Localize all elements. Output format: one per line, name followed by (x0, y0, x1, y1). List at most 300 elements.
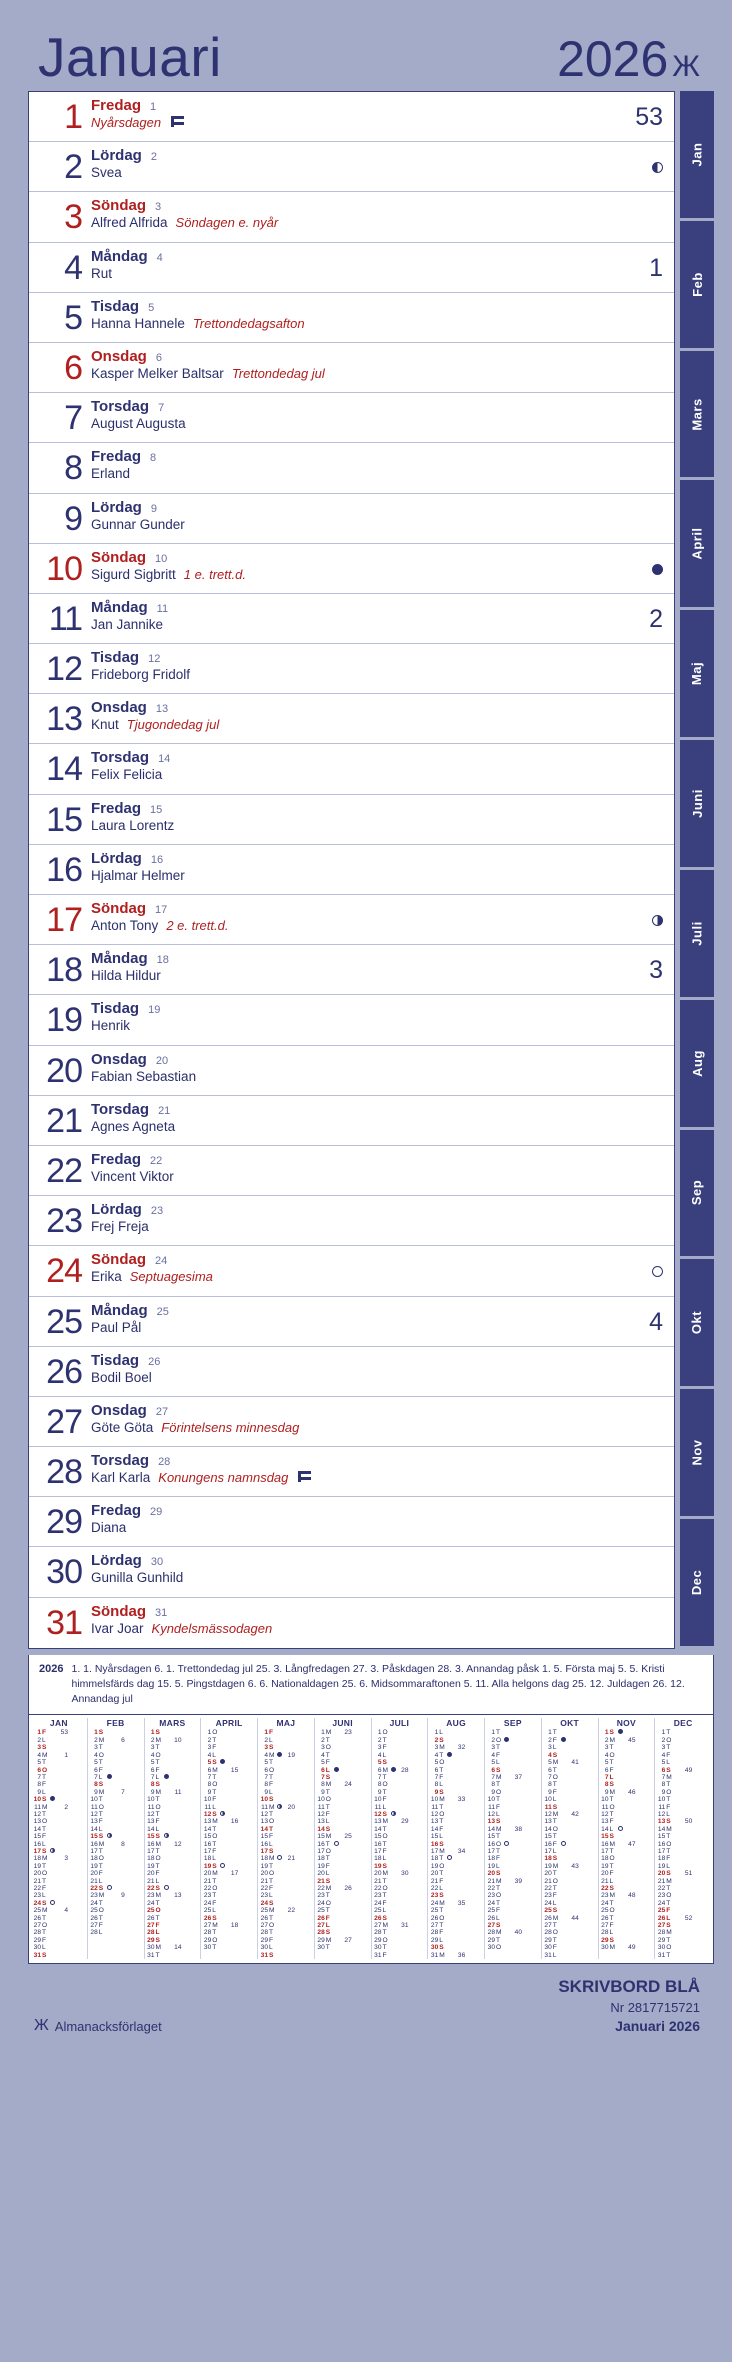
day-number: 3 (64, 198, 82, 237)
mini-day-number: 4 (491, 1751, 495, 1759)
mini-day-number: 17 (657, 1847, 666, 1855)
mini-week-number (340, 1804, 352, 1811)
mini-moon-phase-icon (219, 1922, 226, 1929)
mini-weekday-letter: L (98, 1929, 103, 1937)
mini-week-number (624, 1781, 636, 1788)
day-number: 20 (46, 1051, 82, 1090)
mini-moon-phase-icon (673, 1729, 680, 1736)
mini-day-number: 29 (657, 1936, 666, 1944)
mini-week-number (453, 1737, 465, 1744)
day-details (91, 945, 602, 994)
mini-day-number: 18 (374, 1855, 382, 1863)
mini-weekday-letter: F (496, 1803, 501, 1811)
mini-week-number: 49 (628, 1944, 636, 1952)
mini-weekday-letter: F (496, 1907, 501, 1915)
mini-day-row (259, 1752, 313, 1759)
mini-day-number: 27 (33, 1922, 41, 1930)
mini-weekday-letter: T (552, 1870, 557, 1878)
mini-day-row (656, 1907, 710, 1914)
mini-day-row (486, 1811, 540, 1818)
mini-day-row (486, 1841, 540, 1848)
mini-moon-phase-icon (560, 1937, 567, 1944)
mini-week-number (510, 1811, 522, 1818)
mini-moon-phase-icon (219, 1848, 226, 1855)
mini-week-number (624, 1811, 636, 1818)
mini-week-number (624, 1818, 636, 1825)
mini-moon-phase-icon (673, 1900, 680, 1907)
mini-moon-phase-icon (276, 1826, 283, 1833)
mini-week-number (680, 1892, 692, 1899)
mini-weekday-letter: L (609, 1929, 614, 1937)
day-right-column (602, 1598, 674, 1648)
mini-day-number: 22 (317, 1885, 325, 1892)
mini-day-row (89, 1744, 143, 1751)
mini-day-number: 7 (150, 1773, 155, 1781)
mini-day-row (429, 1833, 483, 1840)
day-row (29, 443, 674, 493)
mini-moon-phase-icon (503, 1900, 510, 1907)
mini-moon-phase-icon (106, 1841, 113, 1848)
mini-moon-phase-icon (560, 1729, 567, 1736)
mini-day-row (429, 1870, 483, 1877)
mini-moon-phase-icon (163, 1796, 170, 1803)
mini-weekday-letter: S (155, 1781, 160, 1789)
mini-moon-phase-icon (673, 1944, 680, 1951)
mini-moon-phase-icon (673, 1818, 680, 1825)
mini-day-number: 7 (377, 1773, 382, 1781)
mini-weekday-letter: S (325, 1825, 331, 1833)
mini-week-number (170, 1796, 182, 1803)
month-tab-sep[interactable] (680, 1130, 714, 1257)
mini-day-row (259, 1878, 313, 1885)
mini-weekday-letter: T (609, 1796, 614, 1804)
mini-week-number (113, 1833, 125, 1840)
month-tab-dec[interactable] (680, 1519, 714, 1646)
mini-weekday-letter: F (382, 1796, 387, 1804)
mini-moon-phase-icon (617, 1826, 624, 1833)
mini-day-row (429, 1878, 483, 1885)
mini-week-number: 37 (514, 1773, 522, 1781)
name-day: Knut (91, 717, 119, 733)
mini-day-row (600, 1781, 654, 1788)
day-date-small: 16 (150, 853, 164, 866)
mini-moon-phase-icon (673, 1885, 680, 1892)
mini-day-number: 1 (604, 1729, 609, 1737)
mini-weekday-letter: L (98, 1877, 103, 1885)
mini-week-number (340, 1811, 352, 1818)
mini-moon-phase-icon (106, 1781, 113, 1788)
mini-day-number: 27 (657, 1922, 666, 1930)
day-row (29, 1196, 674, 1246)
mini-day-number: 14 (33, 1825, 41, 1833)
mini-moon-phase-icon (560, 1863, 567, 1870)
mini-day-row (656, 1952, 710, 1959)
mini-day-row (600, 1885, 654, 1892)
mini-weekday-letter: T (382, 1877, 387, 1885)
month-tab-jan[interactable] (680, 91, 714, 218)
mini-month-title: OKT (560, 1718, 580, 1729)
mini-moon-phase-icon (333, 1811, 340, 1818)
mini-weekday-letter: T (42, 1810, 47, 1818)
mini-day-row (146, 1826, 200, 1833)
mini-week-number (226, 1900, 238, 1907)
month-tab-nov[interactable] (680, 1389, 714, 1516)
mini-weekday-letter: L (496, 1810, 500, 1818)
mini-day-number: 12 (544, 1810, 552, 1818)
mini-day-number: 4 (321, 1751, 325, 1759)
mini-day-row (316, 1744, 370, 1751)
mini-month-title: NOV (616, 1718, 637, 1729)
mini-moon-phase-icon (333, 1767, 340, 1774)
mini-weekday-letter: M (42, 1907, 48, 1915)
mini-week-number (170, 1752, 182, 1759)
mini-week-number (510, 1833, 522, 1840)
mini-week-number (624, 1878, 636, 1885)
mini-moon-phase-icon (446, 1922, 453, 1929)
mini-day-number: 17 (203, 1847, 212, 1855)
mini-moon-phase-icon (446, 1937, 453, 1944)
mini-day-row (486, 1789, 540, 1796)
mini-week-number (56, 1774, 68, 1781)
mini-day-row (429, 1929, 483, 1936)
day-date-small: 29 (150, 1506, 163, 1519)
mini-weekday-letter: T (98, 1847, 103, 1855)
mini-weekday-letter: T (552, 1936, 557, 1944)
mini-day-row (316, 1826, 370, 1833)
mini-weekday-letter: F (269, 1833, 274, 1841)
mini-day-number: 15 (487, 1833, 495, 1841)
mini-weekday-letter: F (496, 1751, 501, 1759)
period-label: Januari 2026 (615, 2017, 700, 2034)
mini-moon-phase-icon (163, 1855, 170, 1862)
mini-moon-phase-icon (503, 1833, 510, 1840)
mini-week-number: 52 (684, 1914, 693, 1922)
mini-week-number (56, 1759, 68, 1766)
weekday-label: Tisdag (91, 649, 140, 667)
name-day: Frideborg Fridolf (91, 667, 191, 683)
mini-day-row (146, 1922, 200, 1929)
month-tab-aug[interactable] (680, 1000, 714, 1127)
mini-day-row (486, 1744, 540, 1751)
mini-day-number: 31 (430, 1951, 439, 1959)
mini-month-okt (542, 1718, 599, 1959)
mini-day-row (543, 1863, 597, 1870)
mini-moon-phase-icon (106, 1855, 113, 1862)
mini-weekday-letter: S (496, 1922, 501, 1930)
mini-day-row (89, 1833, 143, 1840)
mini-day-number: 17 (147, 1847, 155, 1855)
mini-weekday-letter: M (269, 1855, 275, 1863)
mini-day-number: 26 (374, 1914, 382, 1922)
mini-day-row (202, 1744, 256, 1751)
mini-day-row (373, 1922, 427, 1929)
month-tab-strip[interactable] (680, 91, 714, 1649)
mini-week-number (510, 1729, 522, 1736)
day-number: 1 (64, 98, 82, 136)
month-tab-april[interactable] (680, 480, 714, 607)
mini-week-number (510, 1863, 522, 1870)
mini-day-row (32, 1892, 86, 1899)
page-title: Januari (38, 26, 222, 88)
mini-day-number: 10 (601, 1796, 609, 1804)
day-details (91, 1598, 602, 1648)
mini-weekday-letter: T (666, 1796, 671, 1804)
mini-moon-phase-icon (673, 1878, 680, 1885)
mini-moon-phase-icon (390, 1952, 397, 1959)
mini-day-row (429, 1796, 483, 1803)
mini-week-number (680, 1885, 692, 1892)
mini-day-row (89, 1789, 143, 1796)
mini-day-row (89, 1781, 143, 1788)
mini-day-row (146, 1744, 200, 1751)
mini-week-number (453, 1855, 465, 1862)
mini-day-number: 24 (260, 1899, 268, 1907)
mini-week-number: 28 (401, 1766, 409, 1774)
mini-day-row (202, 1863, 256, 1870)
mini-moon-phase-icon (503, 1752, 510, 1759)
mini-day-row (600, 1922, 654, 1929)
mini-day-number: 14 (487, 1825, 495, 1833)
mini-week-number (283, 1826, 295, 1833)
mini-day-row (486, 1885, 540, 1892)
mini-week-number (113, 1796, 125, 1803)
mini-moon-phase-icon (163, 1944, 170, 1951)
mini-moon-phase-icon (390, 1944, 397, 1951)
mini-day-row (32, 1796, 86, 1803)
moon-phase-icon (652, 1266, 663, 1277)
mini-day-row (656, 1737, 710, 1744)
mini-weekday-letter: O (269, 1870, 275, 1878)
mini-weekday-letter: T (98, 1744, 103, 1752)
mini-day-number: 26 (90, 1914, 98, 1922)
weekday-label: Lördag (91, 1201, 142, 1219)
mini-day-row (316, 1900, 370, 1907)
mini-weekday-letter: O (382, 1729, 388, 1737)
mini-moon-phase-icon (503, 1870, 510, 1877)
mini-day-row (316, 1804, 370, 1811)
mini-day-number: 15 (374, 1833, 382, 1841)
mini-moon-phase-icon (163, 1744, 170, 1751)
mini-day-row (656, 1744, 710, 1751)
mini-moon-phase-icon (219, 1752, 226, 1759)
month-tab-juli[interactable] (680, 870, 714, 997)
mini-weekday-letter: L (155, 1773, 160, 1781)
mini-day-number: 12 (90, 1810, 98, 1818)
mini-day-row (89, 1870, 143, 1877)
day-number: 21 (46, 1101, 82, 1140)
mini-day-number: 20 (487, 1870, 495, 1878)
mini-day-number: 1 (434, 1729, 439, 1737)
mini-weekday-letter: T (98, 1862, 103, 1870)
mini-day-number: 4 (661, 1751, 666, 1759)
mini-week-number (283, 1759, 295, 1766)
mini-weekday-letter: T (325, 1855, 330, 1863)
mini-weekday-letter: M (439, 1796, 445, 1804)
mini-weekday-letter: F (552, 1892, 557, 1900)
month-tab-maj[interactable] (680, 610, 714, 737)
mini-week-number (680, 1937, 692, 1944)
month-tab-okt[interactable] (680, 1259, 714, 1386)
day-date-small: 9 (150, 502, 157, 515)
mini-weekday-letter: O (212, 1833, 218, 1841)
mini-day-row (543, 1944, 597, 1951)
mini-weekday-letter: T (666, 1899, 671, 1907)
mini-day-number: 5 (434, 1759, 439, 1767)
name-day: Hjalmar Helmer (91, 867, 185, 883)
mini-moon-phase-icon (276, 1855, 283, 1862)
mini-day-number: 11 (374, 1803, 382, 1811)
mini-weekday-letter: O (325, 1899, 331, 1907)
mini-week-number (453, 1870, 465, 1877)
mini-day-row (373, 1892, 427, 1899)
mini-day-number: 24 (147, 1899, 155, 1907)
mini-day-row (146, 1767, 200, 1774)
month-tab-feb[interactable] (680, 221, 714, 348)
mini-day-number: 13 (317, 1818, 325, 1826)
mini-day-row (316, 1841, 370, 1848)
mini-weekday-letter: L (42, 1736, 46, 1744)
mini-week-number (226, 1878, 238, 1885)
day-right-column (602, 644, 674, 693)
mini-moon-phase-icon (49, 1922, 56, 1929)
day-number: 23 (46, 1202, 82, 1241)
mini-day-row (32, 1952, 86, 1959)
mini-moon-phase-icon (106, 1767, 113, 1774)
mini-week-number: 43 (571, 1862, 579, 1870)
mini-weekday-letter: M (382, 1870, 388, 1878)
month-tab-juni[interactable] (680, 740, 714, 867)
mini-week-number: 6 (121, 1736, 125, 1744)
mini-weekday-letter: S (98, 1729, 104, 1737)
mini-week-number (340, 1863, 352, 1870)
mini-weekday-letter: F (269, 1885, 274, 1892)
mini-moon-phase-icon (503, 1841, 510, 1848)
mini-week-number (680, 1878, 692, 1885)
mini-weekday-letter: T (269, 1759, 274, 1767)
mini-week-number: 22 (287, 1907, 295, 1915)
mini-day-number: 6 (491, 1766, 495, 1774)
mini-moon-phase-icon (617, 1863, 624, 1870)
mini-moon-phase-icon (560, 1848, 567, 1855)
mini-day-row (543, 1922, 597, 1929)
mini-moon-phase-icon (219, 1907, 226, 1914)
mini-week-number (567, 1870, 579, 1877)
mini-day-number: 20 (317, 1870, 325, 1878)
day-row (29, 142, 674, 192)
mini-moon-phase-icon (560, 1841, 567, 1848)
mini-day-number: 8 (491, 1781, 495, 1789)
day-right-column (602, 142, 674, 191)
mini-moon-phase-icon (106, 1818, 113, 1825)
day-date-small: 17 (155, 904, 168, 916)
mini-week-number (170, 1878, 182, 1885)
mini-day-number: 18 (33, 1855, 41, 1863)
mini-week-number (680, 1900, 692, 1907)
mini-week-number (340, 1737, 352, 1744)
mini-moon-phase-icon (333, 1863, 340, 1870)
mini-day-row (146, 1870, 200, 1877)
day-date-small: 12 (148, 653, 161, 666)
mini-day-number: 22 (260, 1885, 268, 1892)
mini-moon-phase-icon (503, 1929, 510, 1936)
mini-moon-phase-icon (49, 1804, 56, 1811)
mini-week-number (567, 1848, 579, 1855)
mini-day-row (429, 1818, 483, 1825)
almanacksforlaget-logo-icon: Ж (672, 50, 700, 83)
mini-week-number: 15 (230, 1766, 239, 1774)
mini-weekday-letter: F (155, 1766, 160, 1774)
mini-weekday-letter: L (155, 1877, 160, 1885)
mini-day-number: 14 (374, 1825, 382, 1833)
mini-weekday-letter: M (609, 1840, 615, 1848)
mini-day-row (486, 1767, 540, 1774)
mini-moon-phase-icon (390, 1937, 397, 1944)
mini-week-number (283, 1767, 295, 1774)
mini-day-number: 11 (431, 1803, 439, 1811)
mini-day-number: 25 (317, 1907, 325, 1915)
mini-moon-phase-icon (617, 1922, 624, 1929)
mini-week-number (680, 1796, 692, 1803)
mini-day-number: 2 (37, 1736, 41, 1744)
mini-weekday-letter: T (609, 1899, 614, 1907)
mini-weekday-letter: M (269, 1803, 275, 1811)
mini-week-number: 3 (64, 1855, 68, 1863)
mini-week-number (170, 1833, 182, 1840)
mini-moon-phase-icon (503, 1863, 510, 1870)
mini-day-number: 25 (260, 1907, 268, 1915)
mini-day-number: 5 (264, 1759, 268, 1767)
day-details (91, 1096, 602, 1145)
mini-day-row (89, 1826, 143, 1833)
day-details (91, 1397, 602, 1446)
day-right-column (602, 343, 674, 392)
mini-week-number (453, 1811, 465, 1818)
mini-day-row (316, 1811, 370, 1818)
mini-moon-phase-icon (446, 1767, 453, 1774)
mini-weekday-letter: O (552, 1825, 558, 1833)
moon-phase-icon (652, 564, 663, 575)
mini-moon-phase-icon (219, 1833, 226, 1840)
mini-moon-phase-icon (106, 1892, 113, 1899)
mini-month-title: DEC (673, 1718, 693, 1729)
mini-day-row (600, 1752, 654, 1759)
mini-moon-phase-icon (106, 1863, 113, 1870)
mini-weekday-letter: T (439, 1855, 444, 1863)
mini-day-row (656, 1826, 710, 1833)
mini-weekday-letter: M (269, 1907, 275, 1915)
mini-moon-phase-icon (333, 1892, 340, 1899)
day-row (29, 393, 674, 443)
product-block (558, 1976, 700, 2035)
mini-moon-phase-icon (446, 1885, 453, 1892)
month-tab-mars[interactable] (680, 351, 714, 478)
mini-moon-phase-icon (106, 1885, 113, 1892)
mini-moon-phase-icon (503, 1759, 510, 1766)
mini-day-number: 21 (430, 1877, 439, 1885)
mini-day-row (89, 1907, 143, 1914)
mini-moon-phase-icon (49, 1737, 56, 1744)
mini-moon-phase-icon (390, 1892, 397, 1899)
mini-day-number: 23 (33, 1892, 41, 1900)
mini-week-number (453, 1907, 465, 1914)
mini-day-row (89, 1878, 143, 1885)
mini-week-number (453, 1937, 465, 1944)
mini-day-row (543, 1818, 597, 1825)
mini-week-number: 12 (174, 1840, 182, 1848)
mini-day-row (202, 1937, 256, 1944)
mini-weekday-letter: L (42, 1840, 46, 1848)
mini-day-row (429, 1952, 483, 1959)
